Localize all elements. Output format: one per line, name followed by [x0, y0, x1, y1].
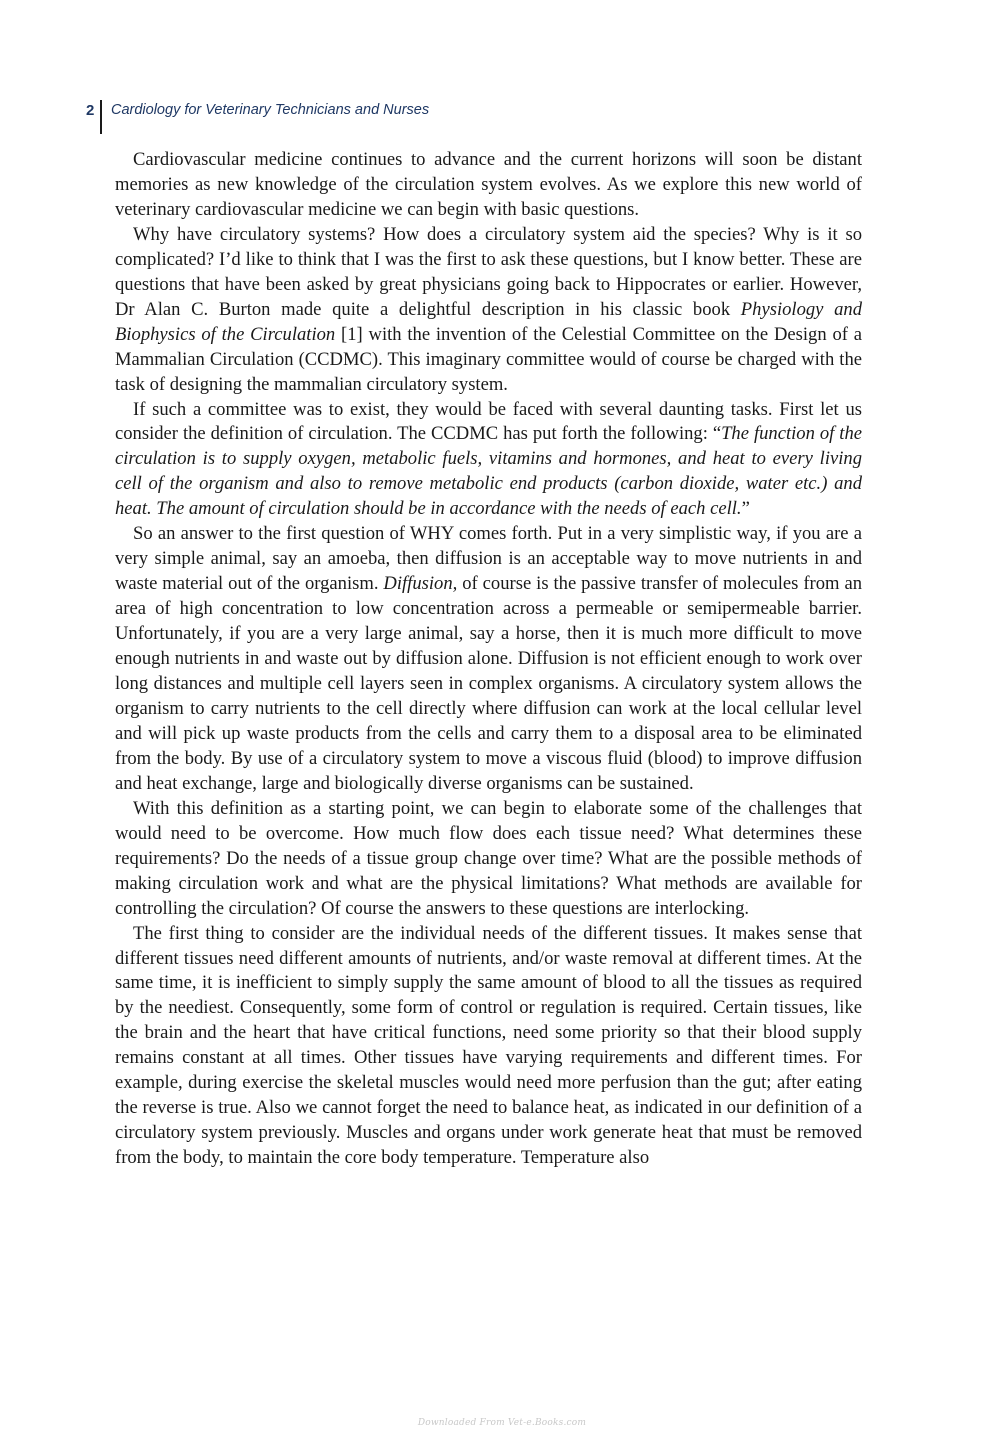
running-header — [86, 100, 429, 134]
paragraph-5 — [115, 797, 862, 922]
paragraph-5-text: With this definition as a starting point, we can begin to elaborate some of the challenges that would need to be overcome. How much flow does each tissue need? What determines these requirements? Do the needs of a tissue group change over time? What are the possible methods of making circulation work and what are the physical limitations? What methods are available for controlling the circulation? Of course the answers to these questions are interlocking. — [115, 797, 862, 919]
paragraph-3-text-a: If such a committee was to exist, they would be faced with several daunting tasks. First let us consider the definition of circulation. The CCDMC has put forth the following: “ — [115, 398, 862, 445]
body-text — [115, 148, 862, 1171]
paragraph-2-text-b: [1] with the invention of the Celestial Committee on the Design of a Mammalian Circulation (CCDMC). This imaginary committee would of course be charged with the task of designing the mammalian circulatory system. — [115, 323, 862, 395]
download-watermark: Downloaded From Vet-e.Books.com — [417, 1418, 587, 1428]
paragraph-4-text-b: of course is the passive transfer of molecules from an area of high concentration to low concentration across a permeable or semipermeable barrier. Unfortunately, if you are a very large animal, say a horse, then it is much more difficult to move enough nutrients in and waste out by diffusion alone. Diffusion is not efficient enough to work over long distances and multiple cell layers seen in complex organisms. A circulatory system allows the organism to carry nutrients to the cell directly where diffusion can work at the local cellular level and will pick up waste products from the cells and carry them to a disposal area to be eliminated from the body. By use of a circulatory system to move a viscous fluid (blood) to improve diffusion and heat exchange, large and biologically diverse organisms can be sustained. — [115, 573, 862, 794]
page-number: 2 — [86, 101, 95, 119]
paragraph-3 — [115, 398, 862, 523]
paragraph-1 — [115, 148, 862, 223]
paragraph-2-text-a: Why have circulatory systems? How does a circulatory system aid the species? Why is it so complicated? I’d like to think that I was the first to ask these questions, but I know better. These are questions that have been asked by great physicians going back to Hippocrates or earlier. However, Dr Alan C. Burton made quite a delightful description in his classic book — [115, 223, 862, 320]
paragraph-6 — [115, 922, 862, 1172]
paragraph-3-text-b: ” — [741, 498, 750, 520]
book-title: Cardiology for Veterinary Technicians and Nurses — [111, 102, 430, 118]
paragraph-4 — [115, 522, 862, 796]
paragraph-6-text: The first thing to consider are the individual needs of the different tissues. It makes sense that different tissues need different amounts of nutrients, and/or waste removal at different times. At the same time, it is inefficient to simply supply the same amount of blood to all the tissues as required by the neediest. Consequently, some form of control or regulation is required. Certain tissues, like the brain and the heart that have critical functions, need some priority so that their blood supply remains constant at all times. Other tissues have varying requirements and different times. For example, during exercise the skeletal muscles would need more perfusion than the gut; after eating the reverse is true. Also we cannot forget the need to balance heat, as indicated in our definition of a circulatory system previously. Muscles and organs under work generate heat that must be removed from the body, to maintain the core body temperature. Temperature also — [115, 922, 862, 1169]
diffusion-term: Diffusion, — [383, 573, 458, 595]
paragraph-4-text-a: So an answer to the first question of WHY comes forth. Put in a very simplistic way, if you are a very simple animal, say an amoeba, then diffusion is an acceptable way to move nutrients in and waste material out of the organism. — [115, 523, 862, 595]
paragraph-1-text: Cardiovascular medicine continues to advance and the current horizons will soon be distant memories as new knowledge of the circulation system evolves. As we explore this new world of veterinary cardiovascular medicine we can begin with basic questions. — [115, 149, 862, 220]
definition-quote: The function of the circulation is to supply oxygen, metabolic fuels, vitamins and hormones, and heat to every living cell of the organism and also to remove metabolic end products (carbon dioxide, water etc.) and heat. The amount of circulation should be in accordance with the needs of each cell. — [115, 423, 862, 520]
paragraph-2 — [115, 223, 862, 398]
book-citation: Physiology and Biophysics of the Circulation — [115, 298, 862, 345]
header-divider — [100, 100, 102, 134]
